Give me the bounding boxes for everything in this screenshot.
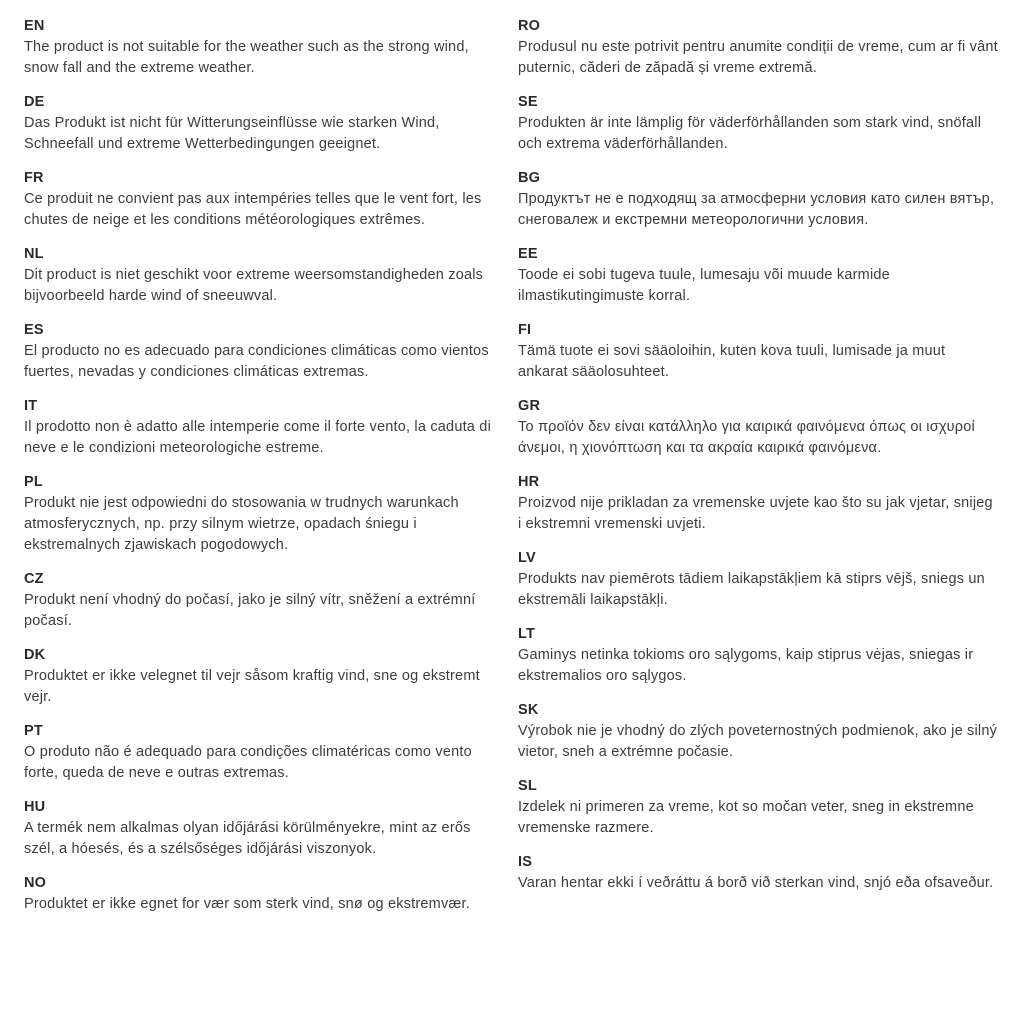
language-code: HR	[518, 474, 540, 490]
warning-text: Il prodotto non è adatto alle intemperie come il forte vento, la caduta di neve e le condizioni meteorologiche estreme.	[24, 419, 491, 456]
language-entry-se	[518, 92, 998, 155]
language-entry-dk	[24, 645, 504, 708]
language-entry-sl	[518, 776, 998, 839]
language-code: FI	[518, 322, 532, 338]
language-entry-sk	[518, 700, 998, 763]
language-code: ES	[24, 322, 44, 338]
language-code: EE	[518, 246, 538, 262]
warning-text: El producto no es adecuado para condiciones climáticas como vientos fuertes, nevadas y condiciones climáticas extremas.	[24, 343, 489, 380]
language-entry-fi	[518, 320, 998, 383]
language-entry-lt	[518, 624, 998, 687]
right-column	[518, 16, 998, 1008]
warning-text: Gaminys netinka tokioms oro sąlygoms, kaip stiprus vėjas, sniegas ir ekstremalios oro sąlygos.	[518, 647, 974, 684]
language-code: LT	[518, 626, 536, 642]
language-code: SK	[518, 702, 539, 718]
language-code: PT	[24, 723, 43, 739]
language-entry-ro	[518, 16, 998, 79]
warning-text: A termék nem alkalmas olyan időjárási körülményekre, mint az erős szél, a hóesés, és a szélsőséges időjárási viszonyok.	[24, 820, 471, 857]
language-code: CZ	[24, 571, 44, 587]
language-code: RO	[518, 18, 541, 34]
warning-text: Das Produkt ist nicht für Witterungseinflüsse wie starken Wind, Schneefall und extreme Wetterbedingungen geeignet.	[24, 115, 440, 152]
warning-text: Produktet er ikke velegnet til vejr såsom kraftig vind, sne og ekstremt vejr.	[24, 668, 480, 705]
warning-text: Produkt není vhodný do počasí, jako je silný vítr, sněžení a extrémní počasí.	[24, 592, 476, 629]
warning-text: Proizvod nije prikladan za vremenske uvjete kao što su jak vjetar, snijeg i ekstremni vremenski uvjeti.	[518, 495, 993, 532]
warning-text: Toode ei sobi tugeva tuule, lumesaju või muude karmide ilmastikutingimuste korral.	[518, 267, 890, 304]
language-code: IS	[518, 854, 533, 870]
language-entry-pl	[24, 472, 504, 556]
language-entry-bg	[518, 168, 998, 231]
language-entry-fr	[24, 168, 504, 231]
warning-text: Продуктът не е подходящ за атмосферни условия като силен вятър, снеговалеж и екстремни метеорологични условия.	[518, 191, 995, 228]
language-entry-hr	[518, 472, 998, 535]
warning-text: O produto não é adequado para condições climatéricas como vento forte, queda de neve e outras extremas.	[24, 744, 472, 781]
language-code: LV	[518, 550, 536, 566]
left-column	[24, 16, 504, 1008]
language-entry-cz	[24, 569, 504, 632]
warning-text: Ce produit ne convient pas aux intempéries telles que le vent fort, les chutes de neige et les conditions météorologiques extrêmes.	[24, 191, 482, 228]
warning-text: Produktet er ikke egnet for vær som sterk vind, snø og ekstremvær.	[24, 896, 470, 912]
language-entry-pt	[24, 721, 504, 784]
language-code: DK	[24, 647, 46, 663]
language-code: BG	[518, 170, 541, 186]
language-code: NL	[24, 246, 44, 262]
language-entry-en	[24, 16, 504, 79]
warning-text: Produsul nu este potrivit pentru anumite condiții de vreme, cum ar fi vânt puternic, căderi de zăpadă și vreme extremă.	[518, 39, 998, 76]
warning-text: Varan hentar ekki í veðráttu á borð við sterkan vind, snjó eða ofsaveður.	[518, 875, 994, 891]
language-entry-no	[24, 873, 504, 915]
warning-text: Produkts nav piemērots tādiem laikapstākļiem kā stiprs vējš, sniegs un ekstremāli laikapstākļi.	[518, 571, 985, 608]
language-code: PL	[24, 474, 43, 490]
language-entry-nl	[24, 244, 504, 307]
warning-text: Produkten är inte lämplig för väderförhållanden som stark vind, snöfall och extrema väderförhållanden.	[518, 115, 982, 152]
language-code: SE	[518, 94, 538, 110]
language-entry-es	[24, 320, 504, 383]
language-code: IT	[24, 398, 38, 414]
language-code: NO	[24, 875, 47, 891]
language-entry-hu	[24, 797, 504, 860]
language-code: FR	[24, 170, 44, 186]
language-entry-ee	[518, 244, 998, 307]
language-code: EN	[24, 18, 45, 34]
warning-text: The product is not suitable for the weather such as the strong wind, snow fall and the extreme weather.	[24, 39, 469, 76]
language-entry-it	[24, 396, 504, 459]
language-code: HU	[24, 799, 46, 815]
language-code: GR	[518, 398, 541, 414]
language-entry-gr	[518, 396, 998, 459]
language-entry-de	[24, 92, 504, 155]
warning-text: Dit product is niet geschikt voor extreme weersomstandigheden zoals bijvoorbeeld harde wind of sneeuwval.	[24, 267, 484, 304]
warning-text: Izdelek ni primeren za vreme, kot so močan veter, sneg in ekstremne vremenske razmere.	[518, 799, 974, 836]
warning-text: Το προϊόν δεν είναι κατάλληλο για καιρικά φαινόμενα όπως οι ισχυροί άνεμοι, η χιονόπτωση και τα ακραία καιρικά φαινόμενα.	[518, 419, 975, 456]
language-code: DE	[24, 94, 45, 110]
warning-text: Produkt nie jest odpowiedni do stosowania w trudnych warunkach atmosferycznych, np. przy silnym wietrze, opadach śniegu i ekstremalnych zjawiskach pogodowych.	[24, 495, 459, 553]
language-code: SL	[518, 778, 537, 794]
warning-text: Tämä tuote ei sovi sääoloihin, kuten kova tuuli, lumisade ja muut ankarat sääolosuhteet.	[518, 343, 946, 380]
language-entry-lv	[518, 548, 998, 611]
warning-text: Výrobok nie je vhodný do zlých poveternostných podmienok, ako je silný vietor, sneh a extrémne počasie.	[518, 723, 998, 760]
language-entry-is	[518, 852, 998, 894]
